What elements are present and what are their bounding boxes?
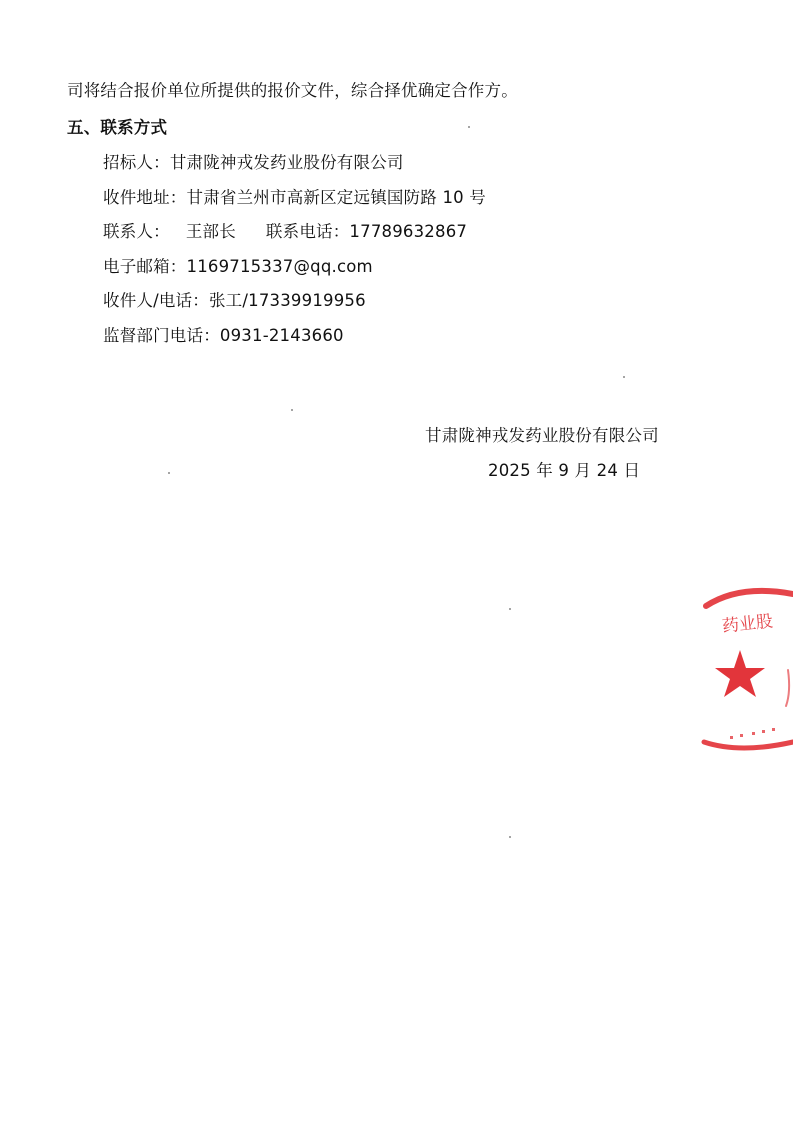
seal-star-icon [715,650,765,697]
scan-speck [468,126,470,128]
company-seal-stamp [700,582,793,754]
seal-lettering: 药业股 [721,611,774,636]
contact-phone-value: 17789632867 [349,222,468,241]
scan-speck [509,836,511,838]
address-value: 甘肃省兰州市高新区定远镇国防路 10 号 [186,188,486,207]
email-value: 1169715337@qq.com [186,257,373,276]
supervision-value: 0931-2143660 [219,326,344,345]
scan-speck [509,608,511,610]
recipient-label: 收件人/电话： [103,291,209,310]
supervision-line [103,325,344,347]
section-heading [67,117,167,139]
email-line [103,256,373,278]
bidder-value: 甘肃陇神戎发药业股份有限公司 [169,153,404,172]
signature-date-text: 2025 年 9 月 24 日 [488,461,641,480]
intro-text: 司将结合报价单位所提供的报价文件，综合择优确定合作方。 [67,81,518,100]
contact-phone-label: 联系电话： [265,222,350,241]
address-line [103,187,486,209]
section-heading-text: 五、联系方式 [67,118,168,137]
bidder-label: 招标人： [103,153,170,172]
signature-company [425,425,659,447]
signature-date [488,460,640,482]
scan-speck [168,472,170,474]
recipient-value: 张工/17339919956 [208,291,366,310]
contact-person-label: 联系人： [103,222,170,241]
scan-speck [623,376,625,378]
supervision-label: 监督部门电话： [103,326,220,345]
email-label: 电子邮箱： [103,257,187,276]
contact-person-value: 王部长 [185,222,236,241]
bidder-line [103,152,404,174]
signature-company-text: 甘肃陇神戎发药业股份有限公司 [425,426,659,445]
contact-person-line [103,221,467,243]
scan-speck [291,409,293,411]
recipient-line [103,290,366,312]
address-label: 收件地址： [103,188,187,207]
intro-paragraph [67,80,518,102]
